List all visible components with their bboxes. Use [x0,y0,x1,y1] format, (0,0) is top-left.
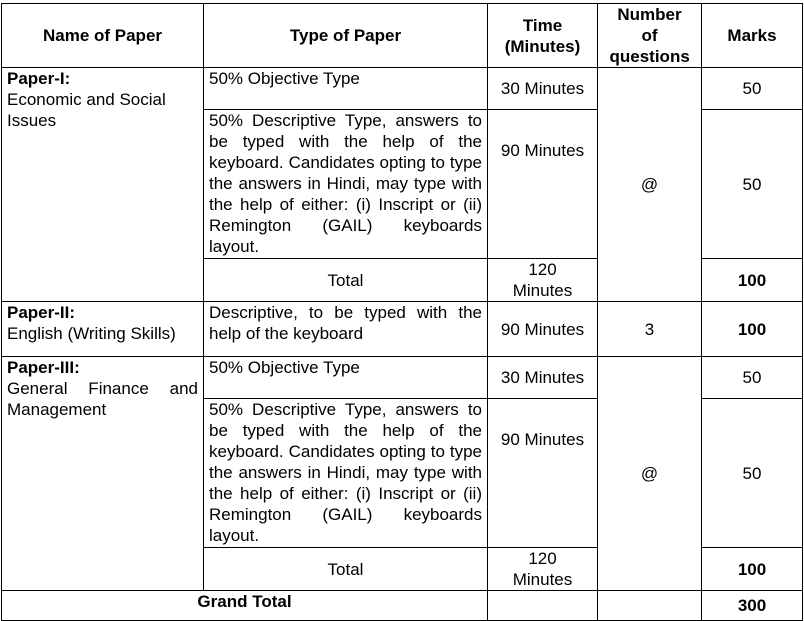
paper1-total-time [488,259,598,302]
header-name-of-paper: Name of Paper [2,4,204,68]
paper1-total-label: Total [204,259,488,302]
paper1-descriptive-type: 50% Descriptive Type, answers to be typed with the help of the keyboard. Candidates opting to type the answers in Hindi, may type with the help of either: (i) Inscript or (ii) Remington (GAIL) keyboards layout. [204,110,488,259]
paper3-total-label: Total [204,548,488,591]
header-row [2,4,803,68]
paper1-objective-row [2,68,803,110]
paper1-total-time-text: 120 Minutes [512,260,573,300]
header-marks: Marks [702,4,803,68]
paper2-name-cell [2,302,204,357]
paper1-total-marks: 100 [702,259,803,302]
grand-total-numq-empty [598,591,702,621]
header-time-text: Time (Minutes) [504,15,581,56]
paper3-objective-marks: 50 [702,357,803,399]
paper3-descriptive-type: 50% Descriptive Type, answers to be typed with the help of the keyboard. Candidates opting to type the answers in Hindi, may type with the help of either: (i) Inscript or (ii) Remington (GAIL) keyboards layout. [204,399,488,548]
paper1-objective-type: 50% Objective Type [204,68,488,110]
paper1-name-cell [2,68,204,302]
paper3-total-time [488,548,598,591]
paper2-subtitle: English (Writing Skills) [7,324,176,343]
header-type-of-paper: Type of Paper [204,4,488,68]
paper3-objective-row [2,357,803,399]
paper3-total-marks: 100 [702,548,803,591]
paper2-time: 90 Minutes [488,302,598,357]
paper2-title: Paper-II: [7,303,76,322]
paper1-descriptive-marks: 50 [702,110,803,259]
paper1-objective-time: 30 Minutes [488,68,598,110]
paper2-row [2,302,803,357]
paper1-title: Paper-I: [7,69,71,88]
paper2-marks: 100 [702,302,803,357]
paper3-descriptive-time: 90 Minutes [488,399,598,548]
header-time [488,4,598,68]
grand-total-label: Grand Total [2,591,488,621]
paper3-title: Paper-III: [7,358,80,377]
header-number-of-questions [598,4,702,68]
paper1-descriptive-time: 90 Minutes [488,110,598,259]
paper3-objective-type: 50% Objective Type [204,357,488,399]
paper2-num-questions: 3 [598,302,702,357]
grand-total-time-empty [488,591,598,621]
exam-pattern-table [1,3,803,621]
paper1-subtitle: Economic and Social Issues [7,90,166,130]
paper1-num-questions: @ [598,68,702,302]
paper3-descriptive-marks: 50 [702,399,803,548]
paper3-num-questions: @ [598,357,702,591]
paper3-subtitle: General Finance and Management [7,379,198,419]
paper1-objective-marks: 50 [702,68,803,110]
header-num-q-text: Number of questions [609,5,690,66]
grand-total-marks: 300 [702,591,803,621]
paper3-name-cell [2,357,204,591]
paper2-type: Descriptive, to be typed with the help of the keyboard [204,302,488,357]
grand-total-row [2,591,803,621]
paper3-objective-time: 30 Minutes [488,357,598,399]
paper3-total-time-text: 120 Minutes [512,549,573,589]
